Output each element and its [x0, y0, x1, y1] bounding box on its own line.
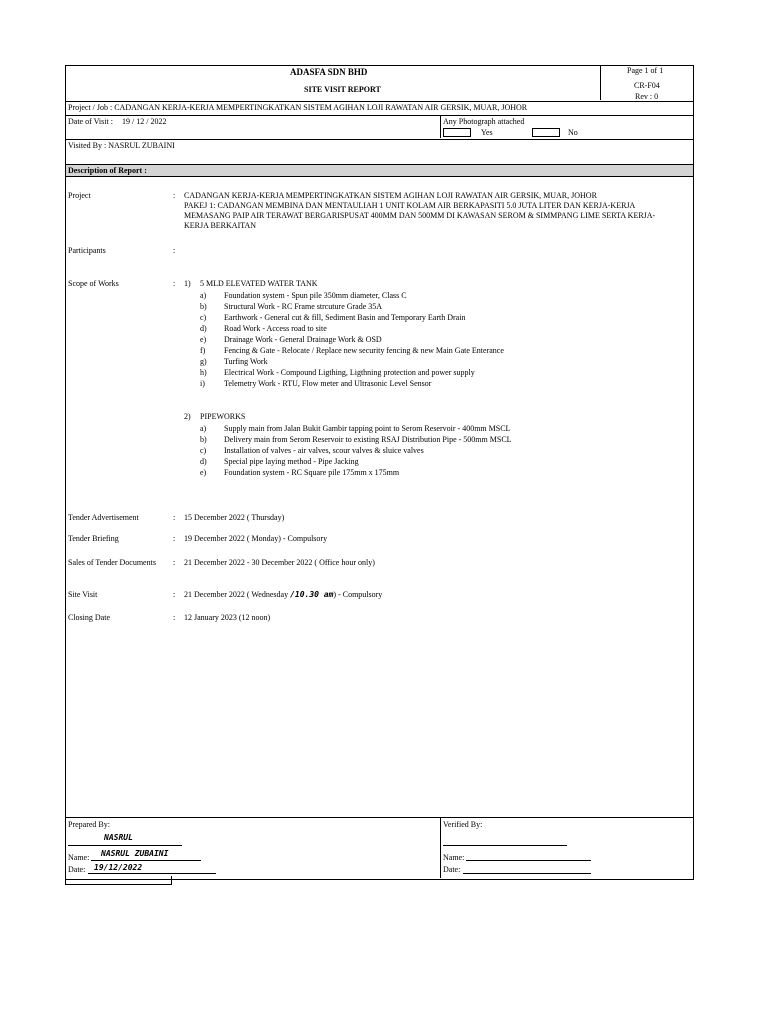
- scope-1-item-letter: h): [200, 368, 207, 377]
- verified-by-label: Verified By:: [443, 820, 483, 829]
- scope-1-item-text: Earthwork - General cut & fill, Sediment Basin and Temporary Earth Drain: [224, 313, 466, 322]
- scope-1-item-letter: f): [200, 346, 206, 355]
- colon: :: [173, 590, 176, 599]
- colon: :: [173, 191, 176, 200]
- closing-date-label: Closing Date: [68, 613, 110, 622]
- scope-2-item-letter: c): [200, 446, 207, 455]
- scope-2-item-text: Supply main from Jalan Bukit Gambir tapping point to Serom Reservoir - 400mm MSCL: [224, 424, 511, 433]
- project-job-line: Project / Job : CADANGAN KERJA-KERJA MEMPERTINGKATKAN SISTEM AGIHAN LOJI RAWATAN AIR GERSIK, MUAR, JOHOR: [68, 103, 528, 112]
- scope-1-item-letter: c): [200, 313, 207, 322]
- date-line: [88, 873, 216, 874]
- scope-label: Scope of Works: [68, 279, 119, 288]
- participants-label: Participants: [68, 246, 106, 255]
- site-visit-text: 21 December 2022 ( Wednesday: [184, 590, 291, 599]
- scope-1-item-text: Drainage Work - General Drainage Work & OSD: [224, 335, 382, 344]
- site-visit-label: Site Visit: [68, 590, 98, 599]
- footer-divider: [440, 818, 441, 878]
- scope-1-item-text: Structural Work - RC Frame strcuture Grade 35A: [224, 302, 383, 311]
- scope-2-item-text: Foundation system - RC Square pile 175mm x 175mm: [224, 468, 400, 477]
- project-line-4: KERJA BERKAITAN: [184, 221, 257, 230]
- project-label: Project: [68, 191, 91, 200]
- scope-2-number: 2): [184, 412, 191, 421]
- scope-1-item-text: Electrical Work - Compound Ligthing, Ligthning protection and power supply: [224, 368, 475, 377]
- photo-yes-label: Yes: [481, 128, 493, 137]
- name-line: [91, 860, 201, 861]
- scope-1-item-letter: e): [200, 335, 207, 344]
- project-line-1: CADANGAN KERJA-KERJA MEMPERTINGKATKAN SISTEM AGIHAN LOJI RAWATAN AIR GERSIK, MUAR, JOHOR: [184, 191, 597, 200]
- photo-no-label: No: [568, 128, 578, 137]
- colon: :: [173, 534, 176, 543]
- prepared-date: 19/12/2022: [94, 863, 143, 872]
- colon: :: [173, 246, 176, 255]
- scope-1-item-text: Telemetry Work - RTU, Flow meter and Ultrasonic Level Sensor: [224, 379, 432, 388]
- date-of-visit-label: Date of Visit :: [68, 117, 113, 126]
- footer-extra-box: [65, 876, 172, 885]
- photo-attached-label: Any Photograph attached: [443, 117, 525, 126]
- colon: :: [173, 558, 176, 567]
- sales-label: Sales of Tender Documents: [68, 558, 156, 567]
- scope-1-item-text: Foundation system - Spun pile 350mm diameter, Class C: [224, 291, 407, 300]
- name-label: Name:: [68, 853, 90, 862]
- tender-briefing-value: 19 December 2022 ( Monday) - Compulsory: [184, 534, 328, 543]
- desc-bottom-rule: [66, 176, 693, 177]
- scope-2-item-text: Special pipe laying method - Pipe Jacking: [224, 457, 359, 466]
- tender-ad-value: 15 December 2022 ( Thursday): [184, 513, 285, 522]
- scope-1-item-letter: b): [200, 302, 207, 311]
- footer-top-rule: [66, 817, 693, 818]
- site-visit-handwritten-time: /10.30 am: [290, 590, 334, 599]
- photo-divider: [440, 116, 441, 138]
- colon: :: [173, 279, 176, 288]
- project-row-rule: [66, 115, 693, 116]
- tender-briefing-label: Tender Briefing: [68, 534, 119, 543]
- date-label: Date:: [68, 865, 86, 874]
- description-header-bar: [66, 165, 693, 176]
- verified-name-label: Name:: [443, 853, 465, 862]
- scope-2-item-text: Installation of valves - air valves, scour valves & sluice valves: [224, 446, 424, 455]
- site-visit-value: [184, 590, 382, 600]
- photo-no-checkbox[interactable]: [532, 128, 560, 137]
- scope-1-title: 5 MLD ELEVATED WATER TANK: [200, 279, 318, 288]
- visited-by: Visited By : NASRUL ZUBAINI: [68, 141, 175, 150]
- closing-date-value: 12 January 2023 (12 noon): [184, 613, 271, 622]
- project-line-3: MEMASANG PAIP AIR TERAWAT BERGARISPUSAT 400MM DAN 500MM DI KAWASAN SEROM & SIMMPANG LIME SERTA KERJA-: [184, 211, 656, 220]
- header-bottom-rule: [66, 101, 693, 102]
- date-of-visit-value: 19 / 12 / 2022: [122, 117, 167, 126]
- scope-1-number: 1): [184, 279, 191, 288]
- company-name: ADASFA SDN BHD: [290, 67, 368, 77]
- scope-1-item-text: Road Work - Access road to site: [224, 324, 327, 333]
- scope-1-item-letter: a): [200, 291, 207, 300]
- sales-value: 21 December 2022 - 30 December 2022 ( Office hour only): [184, 558, 375, 567]
- description-header: Description of Report :: [68, 166, 147, 175]
- visit-row-rule: [66, 139, 693, 140]
- scope-2-item-letter: a): [200, 424, 207, 433]
- page-number: Page 1 of 1: [627, 66, 664, 75]
- scope-2-item-letter: d): [200, 457, 207, 466]
- scope-1-item-letter: i): [200, 379, 205, 388]
- colon: :: [173, 513, 176, 522]
- colon: :: [173, 613, 176, 622]
- signature-line: [68, 845, 182, 846]
- prepared-name: NASRUL ZUBAINI: [101, 849, 169, 858]
- scope-1-item-letter: d): [200, 324, 207, 333]
- revision: Rev : 0: [635, 92, 659, 101]
- scope-2-title: PIPEWORKS: [200, 412, 246, 421]
- desc-top-rule: [66, 164, 693, 165]
- verified-signature-line: [443, 845, 567, 846]
- verified-date-line: [463, 873, 591, 874]
- scope-2-item-letter: b): [200, 435, 207, 444]
- project-line-2: PAKEJ 1: CADANGAN MEMBINA DAN MENTAULIAH 1 UNIT KOLAM AIR BERKAPASITI 5.0 JUTA LITER DAN KERJA-KERJA: [184, 201, 636, 210]
- photo-yes-checkbox[interactable]: [443, 128, 471, 137]
- header-divider: [600, 66, 601, 100]
- verified-name-line: [466, 860, 591, 861]
- scope-1-item-letter: g): [200, 357, 207, 366]
- scope-2-item-text: Delivery main from Serom Reservoir to existing RSAJ Distribution Pipe - 500mm MSCL: [224, 435, 512, 444]
- form-code: CR-F04: [634, 81, 660, 90]
- report-title: SITE VISIT REPORT: [304, 85, 381, 94]
- verified-date-label: Date:: [443, 865, 461, 874]
- site-visit-text-end: ) - Compulsory: [333, 590, 383, 599]
- scope-1-item-text: Turfing Work: [224, 357, 268, 366]
- scope-1-item-text: Fencing & Gate - Relocate / Replace new security fencing & new Main Gate Enterance: [224, 346, 504, 355]
- prepared-signature: NASRUL: [104, 833, 133, 842]
- prepared-by-label: Prepared By:: [68, 820, 110, 829]
- scope-2-item-letter: e): [200, 468, 207, 477]
- tender-ad-label: Tender Advertisement: [68, 513, 139, 522]
